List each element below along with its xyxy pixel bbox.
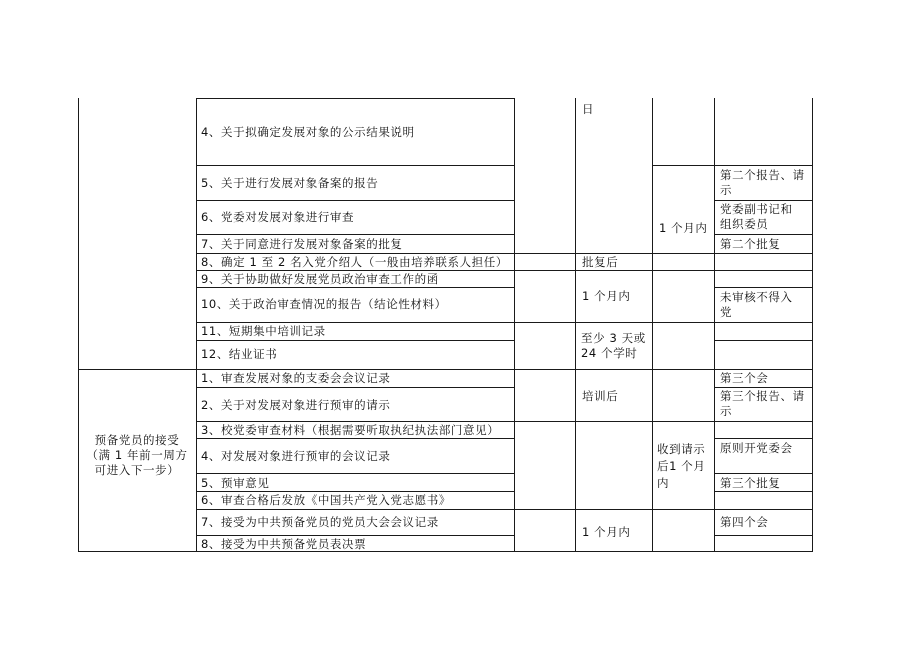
item-text: 7、关于同意进行发展对象备案的批复: [201, 237, 403, 251]
rule: [714, 535, 812, 536]
time-cell: 批复后: [582, 255, 619, 269]
stage-label: 预备党员的接受（满 1 年前一周方可进入下一步）: [86, 433, 188, 477]
rule: [714, 200, 812, 201]
rule: [196, 509, 812, 510]
col-limit-edge: [714, 98, 715, 552]
limit-cell: 收到请示后1 个月内: [657, 442, 706, 490]
note-cell: 第三个批复: [720, 476, 781, 490]
item-text: 6、审查合格后发放《中国共产党入党志愿书》: [201, 493, 451, 507]
col-left-edge: [78, 98, 79, 552]
note-cell: 党委副书记和组织委员: [720, 202, 793, 231]
time-cell: 日: [582, 102, 595, 116]
rule: [196, 387, 514, 388]
rule: [196, 438, 514, 439]
rule: [714, 287, 812, 288]
rule: [196, 200, 514, 201]
rule: [714, 234, 812, 235]
note-cell: 未审核不得入党: [720, 290, 793, 319]
rule: [196, 234, 514, 235]
item-text: 6、党委对发展对象进行审查: [201, 210, 355, 224]
rule: [714, 473, 812, 474]
rule: [196, 322, 812, 323]
rule: [196, 491, 514, 492]
rule-top: [196, 98, 514, 99]
col-note-edge: [812, 98, 813, 552]
item-text: 5、预审意见: [201, 476, 270, 490]
item-text: 2、关于对发展对象进行预审的请示: [201, 398, 391, 412]
note-cell: 第三个会: [720, 371, 769, 385]
item-text: 8、确定 1 至 2 名入党介绍人（一般由培养联系人担任）: [201, 255, 508, 269]
rule-section: [78, 369, 812, 370]
item-text: 3、校党委审查材料（根据需要听取执纪执法部门意见）: [201, 423, 500, 437]
rule: [196, 421, 812, 422]
rule: [714, 340, 812, 341]
note-cell: 原则开党委会: [720, 441, 793, 455]
rule: [196, 270, 812, 271]
rule: [196, 340, 514, 341]
rule: [196, 535, 514, 536]
time-cell: 1 个月内: [582, 289, 631, 303]
rule: [714, 387, 812, 388]
item-text: 7、接受为中共预备党员的党员大会会议记录: [201, 515, 439, 529]
note-cell: 第四个会: [720, 515, 769, 529]
col-gap-edge: [575, 98, 576, 552]
note-cell: 第二个批复: [720, 237, 781, 251]
rule: [652, 165, 812, 166]
rule: [714, 438, 812, 439]
item-text: 12、结业证书: [201, 347, 278, 361]
item-text: 8、接受为中共预备党员表决票: [201, 537, 367, 551]
item-text: 1、审查发展对象的支委会会议记录: [201, 371, 391, 385]
rule-bottom: [78, 551, 812, 552]
rule: [196, 165, 514, 166]
time-cell: 1 个月内: [582, 525, 631, 539]
time-cell: 培训后: [582, 389, 619, 403]
note-cell: 第二个报告、请示: [720, 168, 805, 197]
item-text: 5、关于进行发展对象备案的报告: [201, 176, 379, 190]
limit-cell: 1 个月内: [659, 221, 708, 235]
item-text: 10、关于政治审查情况的报告（结论性材料）: [201, 297, 447, 311]
col-item-edge: [514, 98, 515, 552]
time-cell: 至少 3 天或24 个学时: [581, 331, 646, 360]
item-text: 11、短期集中培训记录: [201, 324, 326, 338]
item-text: 4、对发展对象进行预审的会议记录: [201, 449, 391, 463]
rule: [196, 473, 514, 474]
col-time-edge: [652, 98, 653, 552]
item-text: 9、关于协助做好发展党员政治审查工作的函: [201, 272, 439, 286]
item-text: 4、关于拟确定发展对象的公示结果说明: [201, 125, 415, 139]
rule: [196, 287, 514, 288]
note-cell: 第三个报告、请示: [720, 389, 805, 418]
col-stage-edge: [196, 98, 197, 552]
rule: [196, 253, 812, 254]
rule: [714, 491, 812, 492]
